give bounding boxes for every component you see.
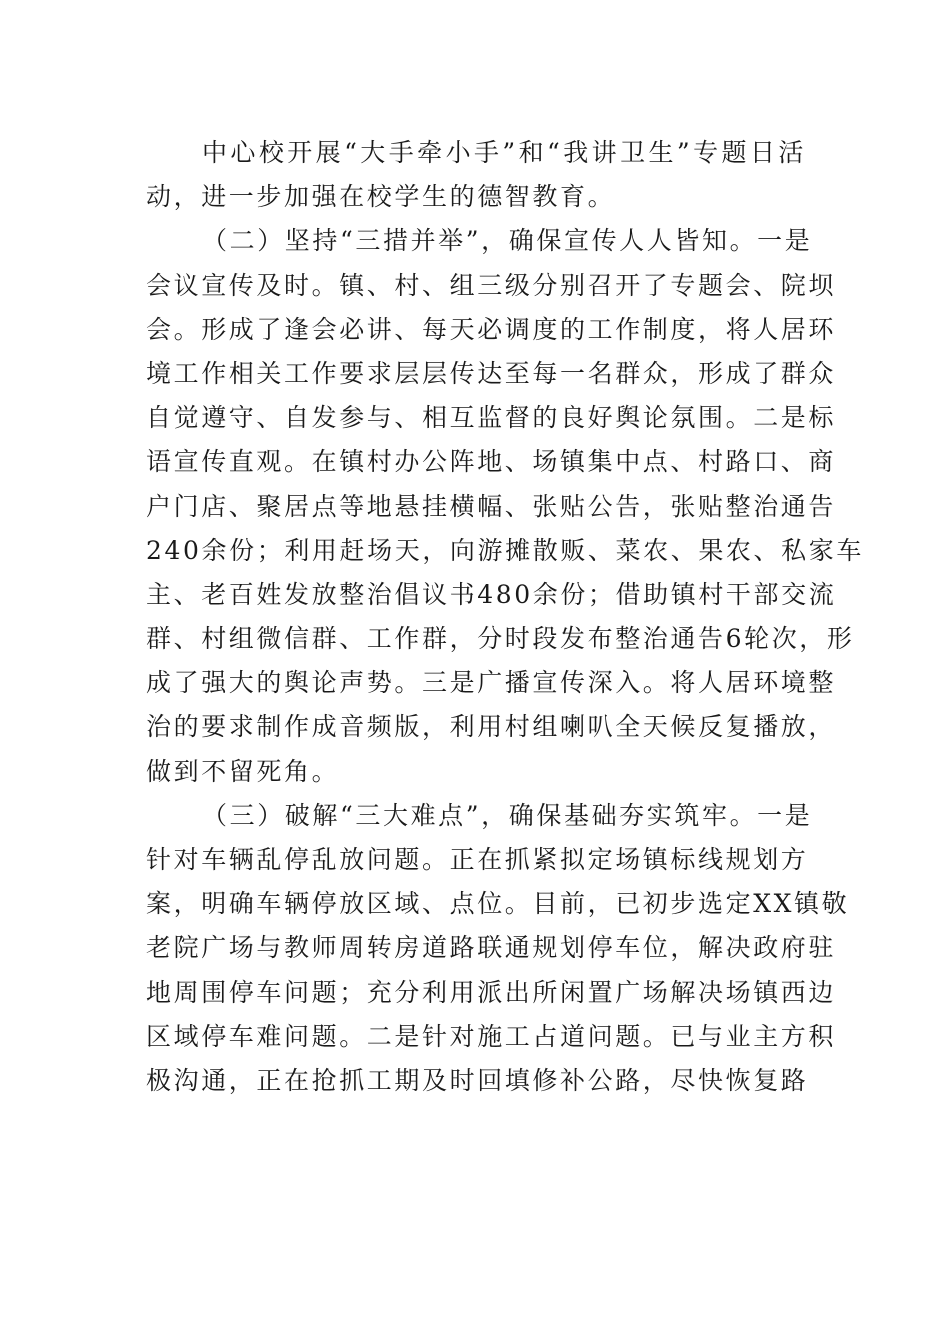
text-line: 老院广场与教师周转房道路联通规划停车位，解决政府驻 xyxy=(146,933,837,963)
text-line: 案，明确车辆停放区域、点位。目前，已初步选定XX镇敬 xyxy=(146,889,850,919)
text-line: 治的要求制作成音频版，利用村组喇叭全天候反复播放， xyxy=(146,712,837,742)
text-line: 区域停车难问题。二是针对施工占道问题。已与业主方积 xyxy=(146,1021,837,1051)
text-line: 境工作相关工作要求层层传达至每一名群众，形成了群众 xyxy=(146,358,837,388)
paragraph-1 xyxy=(146,131,806,219)
document-body xyxy=(146,131,864,1103)
text-line: 户门店、聚居点等地悬挂横幅、张贴公告，张贴整治通告 xyxy=(146,491,837,521)
text-line: 中心校开展“大手牵小手”和“我讲卫生”专题日活 xyxy=(202,138,806,167)
paragraph-2 xyxy=(146,219,864,793)
paragraph-3 xyxy=(146,794,850,1103)
text-line: （二）坚持“三措并举”，确保宣传人人皆知。一是 xyxy=(202,226,813,256)
text-line: 240余份；利用赶场天，向游摊散贩、菜农、果农、私家车 xyxy=(146,535,864,565)
text-line: 针对车辆乱停乱放问题。正在抓紧拟定场镇标线规划方 xyxy=(146,845,809,874)
text-line: 成了强大的舆论声势。三是广播宣传深入。将人居环境整 xyxy=(146,668,837,698)
text-line: 语宣传直观。在镇村办公阵地、场镇集中点、村路口、商 xyxy=(146,447,837,477)
text-line: 会。形成了逢会必讲、每天必调度的工作制度，将人居环 xyxy=(146,314,837,344)
text-line: 群、村组微信群、工作群，分时段发布整治通告6轮次，形 xyxy=(146,624,855,654)
text-line: （三）破解“三大难点”，确保基础夯实筑牢。一是 xyxy=(202,800,813,830)
text-line: 主、老百姓发放整治倡议书480余份；借助镇村干部交流 xyxy=(146,579,837,609)
text-line: 做到不留死角。 xyxy=(146,756,340,786)
text-line: 动，进一步加强在校学生的德智教育。 xyxy=(146,182,616,212)
text-line: 极沟通，正在抢抓工期及时回填修补公路，尽快恢复路 xyxy=(146,1065,809,1095)
text-line: 会议宣传及时。镇、村、组三级分别召开了专题会、院坝 xyxy=(146,270,837,300)
text-line: 地周围停车问题；充分利用派出所闲置广场解决场镇西边 xyxy=(146,977,837,1007)
text-line: 自觉遵守、自发参与、相互监督的良好舆论氛围。二是标 xyxy=(146,403,837,433)
